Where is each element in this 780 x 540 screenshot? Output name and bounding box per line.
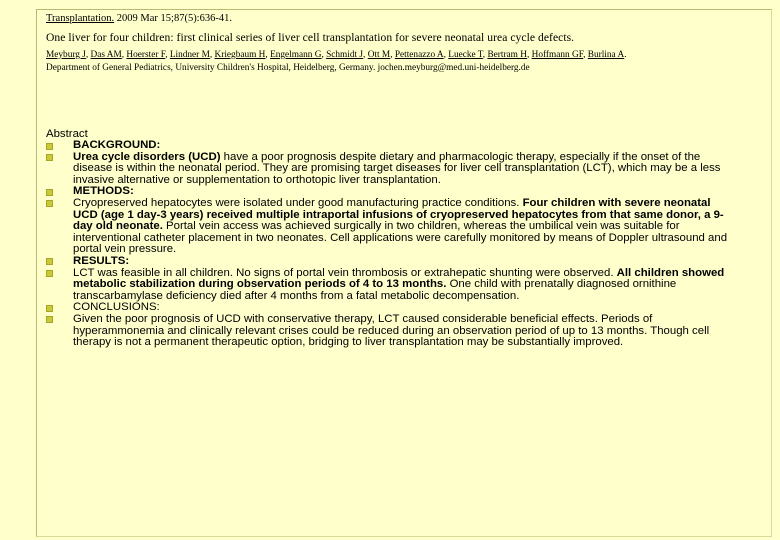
author-separator: , bbox=[482, 50, 488, 60]
journal-link[interactable]: Transplantation. bbox=[46, 13, 115, 24]
affiliation: Department of General Pediatrics, University Children's Hospital, Heidelberg, Germany. jochen.meyburg@med.uni-heidelberg.de bbox=[46, 63, 530, 73]
abstract-text: CONCLUSIONS: bbox=[73, 301, 160, 314]
author-link[interactable]: Hoffmann GF bbox=[531, 50, 584, 60]
author-separator: , bbox=[209, 50, 215, 60]
article-header bbox=[46, 12, 766, 74]
author-separator: , bbox=[85, 50, 91, 60]
author-separator: , bbox=[265, 50, 271, 60]
abstract-text: BACKGROUND: bbox=[73, 139, 161, 151]
author-link[interactable]: Engelmann G bbox=[270, 50, 322, 60]
author-link[interactable]: Schmidt J bbox=[326, 50, 364, 60]
author-link[interactable]: Ott M bbox=[367, 50, 391, 60]
abstract-text: Cryopreserved hepatocytes were isolated under good manufacturing practice conditions. bbox=[73, 196, 523, 209]
abstract-section bbox=[46, 128, 736, 349]
author-link[interactable]: Lindner M bbox=[169, 50, 210, 60]
square-bullet-icon bbox=[47, 271, 52, 276]
square-bullet-icon bbox=[47, 317, 52, 322]
author-separator: , bbox=[583, 50, 588, 60]
square-bullet-icon bbox=[47, 201, 52, 206]
abstract-text: Urea cycle disorders (UCD) bbox=[73, 150, 221, 163]
author-link[interactable]: Bertram H bbox=[487, 50, 527, 60]
author-link[interactable]: Das AM bbox=[90, 50, 122, 60]
citation-details: 2009 Mar 15;87(5):636-41. bbox=[114, 13, 232, 24]
abstract-text: All children showed metabolic stabilization during observation periods of 4 to 13 months. bbox=[73, 266, 725, 291]
author-separator: , bbox=[321, 50, 327, 60]
abstract-text: have a poor prognosis despite dietary and pharmacologic therapy, especially if the onset of the disease is within the neonatal period. They are promising target diseases for liver cell transplantation (LCT), which may be a less invasive alternative or supplementation to orthotopic liver transplantation. bbox=[73, 150, 721, 186]
author-separator: , bbox=[363, 50, 368, 60]
author-link[interactable]: Meyburg J bbox=[46, 50, 86, 60]
square-bullet-icon bbox=[47, 190, 52, 195]
author-separator: , bbox=[390, 50, 395, 60]
abstract-text: Portal vein access was achieved surgically in two children, whereas the umbilical vein was suitable for interventional catheter placement in two neonates. Cell applications were carefully monitored by means of Doppler ultrasound and portal vein pressure. bbox=[73, 220, 728, 256]
citation bbox=[46, 12, 766, 26]
author-separator: , bbox=[443, 50, 449, 60]
abstract-list bbox=[46, 140, 736, 349]
abstract-item bbox=[46, 152, 736, 187]
abstract-item bbox=[46, 314, 736, 349]
author-separator: , bbox=[121, 50, 127, 60]
author-link[interactable]: Luecke T bbox=[448, 50, 483, 60]
abstract-item bbox=[46, 198, 736, 256]
square-bullet-icon bbox=[47, 155, 52, 160]
abstract-text: RESULTS: bbox=[73, 254, 130, 267]
author-separator: . bbox=[624, 50, 627, 60]
square-bullet-icon bbox=[47, 306, 52, 311]
author-separator: , bbox=[165, 50, 170, 60]
abstract-text: LCT was feasible in all children. No signs of portal vein thrombosis or extrahepatic shunting were observed. bbox=[73, 266, 617, 279]
author-link[interactable]: Hoerster F bbox=[126, 50, 166, 60]
abstract-text: Given the poor prognosis of UCD with conservative therapy, LCT caused considerable beneficial effects. Periods of hyperammonemia and clinically relevant crises could be reduced during an observation period of up to 13 months. Though cell therapy is not a permanent therapeutic option, bridging to liver transplantation may be substantially improved. bbox=[73, 312, 710, 349]
square-bullet-icon bbox=[47, 259, 52, 264]
author-list bbox=[46, 49, 766, 61]
author-link[interactable]: Kriegbaum H bbox=[214, 50, 266, 60]
abstract-heading: Abstract bbox=[46, 128, 88, 140]
abstract-text: Four children with severe neonatal UCD (age 1 day-3 years) received multiple intraportal infusions of cryopreserved hepatocytes from that same donor, a 9-day old neonate. bbox=[73, 196, 724, 233]
author-link[interactable]: Pettenazzo A bbox=[394, 50, 444, 60]
author-separator: , bbox=[526, 50, 532, 60]
author-link[interactable]: Burlina A bbox=[587, 50, 625, 60]
article-title: One liver for four children: first clinical series of liver cell transplantation for severe neonatal urea cycle defects. bbox=[46, 31, 575, 44]
abstract-text: METHODS: bbox=[73, 185, 134, 198]
abstract-text: One child with prenatally diagnosed ornithine transcarbamylase deficiency died after 4 months from a fatal metabolic decompensation. bbox=[73, 278, 677, 302]
square-bullet-icon bbox=[47, 144, 52, 149]
abstract-item bbox=[46, 268, 736, 303]
